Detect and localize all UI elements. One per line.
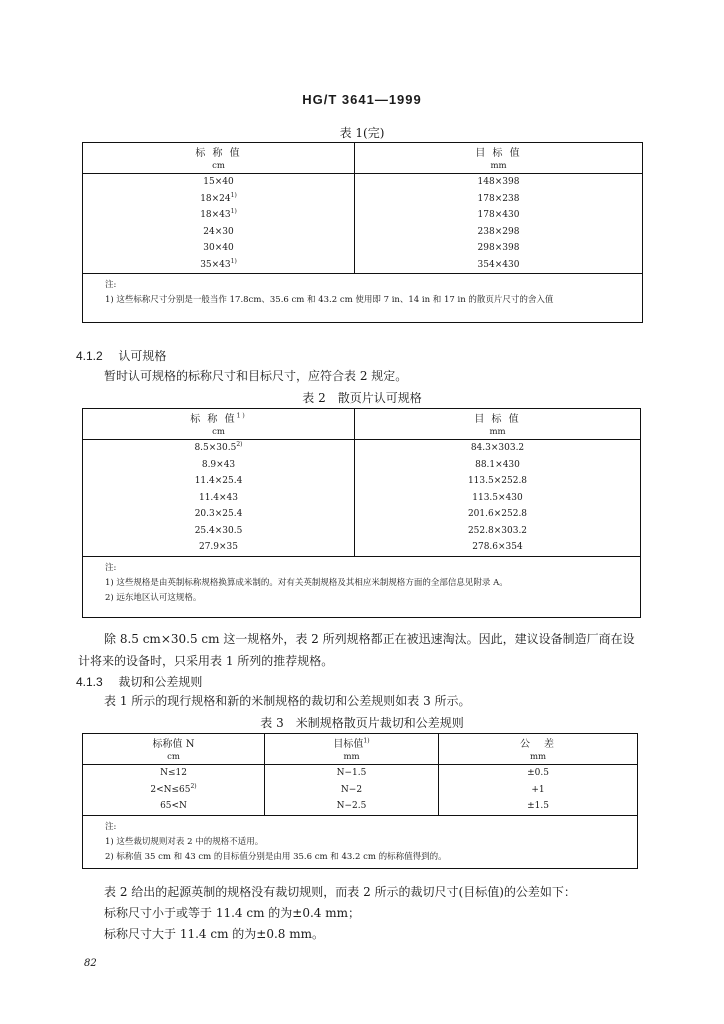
table1 [82, 142, 643, 323]
closing-line2: 标称尺寸小于或等于 11.4 cm 的为±0.4 mm； [104, 906, 360, 920]
table1-notes: 注: 1) 这些标称尺寸分别是一般当作 17.8cm、35.6 cm 和 43.2 cm 使用即 7 in、14 in 和 17 in 的散页片尺寸的舍入值 [83, 274, 643, 323]
table-row: $18\times 43^{1)}$ 178×430 [83, 207, 643, 224]
table-row: 27.9×35 278.6×354 [83, 539, 641, 556]
table3-col2-unit: mm [265, 750, 439, 765]
table-row: 20.3×25.4 201.6×252.8 [83, 506, 641, 523]
table3-col2-header: 目标值$^{1)}$ [265, 734, 439, 751]
standard-header: HG/T 3641—1999 [302, 92, 422, 107]
section-413-heading: 4.1.3 裁切和公差规则 [76, 675, 203, 689]
table-row: 24×30 238×298 [83, 224, 643, 241]
table-row: $2<N\le 65^{2)}$ N−2 +1 [83, 782, 638, 799]
table3-caption: 表 3 米制规格散页片裁切和公差规则 [260, 716, 464, 730]
table2-notes: 注: 1) 这些规格是由英制标称规格换算成米制的。对有关英制规格及其相应米制规格方面的全部信息见附录 A。 2) 远东地区认可这规格。 [83, 556, 641, 617]
section-413-paragraph: 表 1 所示的现行规格和新的米制规格的裁切和公差规则如表 3 所示。 [104, 694, 471, 708]
table2-col2-unit: mm [355, 425, 641, 440]
table2-caption: 表 2 散页片认可规格 [302, 391, 422, 405]
table3-col3-header: 公 差 [439, 734, 638, 751]
table1-caption: 表 1(完) [339, 126, 385, 140]
paragraph-after-table2-line2: 计将来的设备时，只采用表 1 所列的推荐规格。 [78, 654, 334, 668]
table1-col2-header: 目 标 值 [355, 143, 643, 160]
table1-col1-unit: cm [83, 159, 355, 174]
table-row: 8.9×43 88.1×430 [83, 457, 641, 474]
table3-notes: 注: 1) 这些裁切规则对表 2 中的规格不适用。 2) 标称值 35 cm 和 43 cm 的目标值分别是由用 35.6 cm 和 43.2 cm 的标称值得到的。 [83, 815, 638, 868]
table-row: 25.4×30.5 252.8×303.2 [83, 523, 641, 540]
table3-col3-unit: mm [439, 750, 638, 765]
table-row: 15×40 148×398 [83, 174, 643, 191]
table-row: $8.5\times 30.5^{2)}$ 84.3×303.2 [83, 440, 641, 457]
table-row: $35\times 43^{1)}$ 354×430 [83, 257, 643, 274]
table1-col2-unit: mm [355, 159, 643, 174]
table3 [82, 733, 638, 869]
table-row: N≤12 N−1.5 ±0.5 [83, 765, 638, 782]
table-row: 11.4×25.4 113.5×252.8 [83, 473, 641, 490]
section-412-paragraph: 暂时认可规格的标称尺寸和目标尺寸，应符合表 2 规定。 [104, 369, 408, 383]
table1-col1-header: 标 称 值 [83, 143, 355, 160]
page-number: 82 [84, 958, 97, 969]
table2 [82, 408, 641, 618]
table-row: 65<N N−2.5 ±1.5 [83, 798, 638, 815]
table3-col1-header: 标称值 N [83, 734, 265, 751]
closing-line3: 标称尺寸大于 11.4 cm 的为±0.8 mm。 [104, 927, 324, 941]
table3-col1-unit: cm [83, 750, 265, 765]
table-row: 11.4×43 113.5×430 [83, 490, 641, 507]
table-row: 30×40 298×398 [83, 240, 643, 257]
closing-line1: 表 2 给出的起源英制的规格没有裁切规则，而表 2 所示的裁切尺寸(目标值)的公差如下： [104, 885, 576, 899]
section-412-heading: 4.1.2 认可规格 [76, 349, 167, 363]
table-row: $18\times 24^{1)}$ 178×238 [83, 191, 643, 208]
table2-col2-header: 目 标 值 [355, 409, 641, 426]
table2-col1-unit: cm [83, 425, 355, 440]
table2-col1-header: 标 称 值$^{1)}$ [83, 409, 355, 426]
paragraph-after-table2-line1: 除 8.5 cm×30.5 cm 这一规格外，表 2 所列规格都正在被迅速淘汰。因此，建议设备制造厂商在设 [104, 632, 635, 646]
